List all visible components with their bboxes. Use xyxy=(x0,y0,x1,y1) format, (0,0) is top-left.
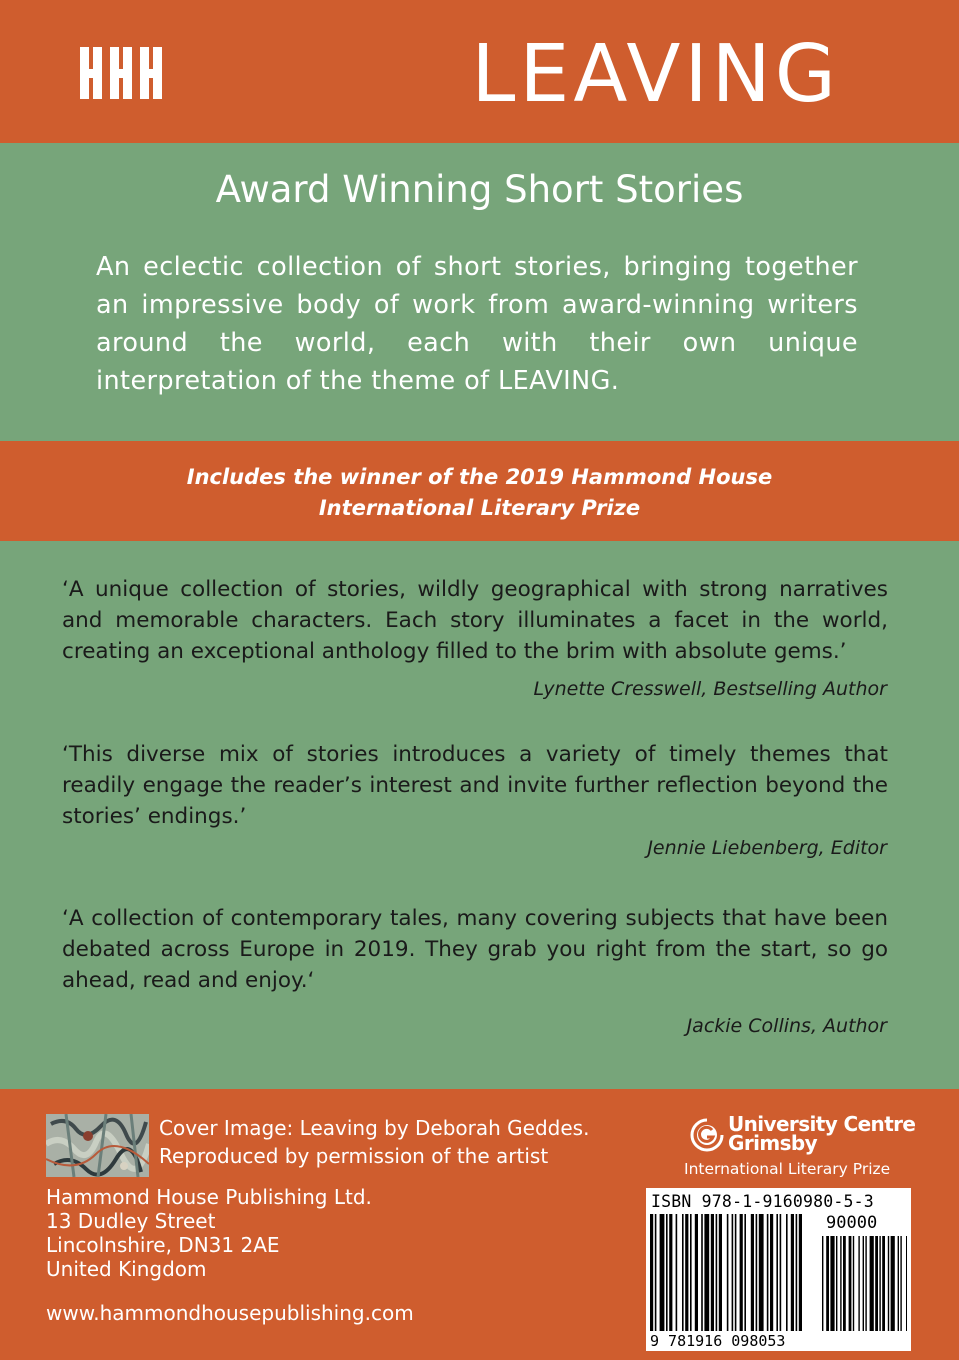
subtitle: Award Winning Short Stories xyxy=(215,168,744,211)
header-band xyxy=(0,0,959,143)
address-line: Lincolnshire, DN31 2AE xyxy=(46,1233,280,1257)
intro-section xyxy=(0,143,959,441)
blurb: An eclectic collection of short stories, bringing together an impressive body of work from award-winning writers around the world, each with their own unique interpretation of the theme of LEAVING. xyxy=(96,252,858,396)
reviews-section xyxy=(0,541,959,1089)
partner-name xyxy=(728,1112,916,1155)
cover-credit-line-2: Reproduced by permission of the artist xyxy=(159,1144,549,1168)
review-attribution: Lynette Cresswell, Bestselling Author xyxy=(533,678,887,700)
address-line: 13 Dudley Street xyxy=(46,1209,216,1233)
price-code: 90000 xyxy=(826,1213,878,1233)
review-quote: ‘This diverse mix of stories introduces a variety of timely themes that readily engage the reader’s interest and invite further reflection beyond the stories’ endings.’ xyxy=(62,742,888,829)
publisher-address xyxy=(46,1185,466,1281)
review-attribution: Jennie Liebenberg, Editor xyxy=(647,837,887,859)
university-logo-icon xyxy=(690,1118,724,1152)
partner-subtitle: International Literary Prize xyxy=(684,1160,891,1178)
review-attribution: Jackie Collins, Author xyxy=(686,1015,887,1037)
review-quote: ‘A collection of contemporary tales, many covering subjects that have been debated across Europe in 2019. They grab you right from the start, so go ahead, read and enjoy.‘ xyxy=(62,906,888,993)
ean-number: 9 781916 098053 xyxy=(650,1332,786,1350)
cover-image-thumbnail xyxy=(46,1114,149,1177)
isbn-text: ISBN 978-1-9160980-5-3 xyxy=(651,1192,874,1211)
cover-credit xyxy=(159,1114,639,1170)
cover-credit-line-1: Cover Image: Leaving by Deborah Geddes. xyxy=(159,1116,590,1140)
footer-band xyxy=(0,1089,959,1360)
winner-banner xyxy=(0,441,959,541)
address-line: United Kingdom xyxy=(46,1257,207,1281)
winner-line-1: Includes the winner of the 2019 Hammond House xyxy=(186,465,773,489)
barcode xyxy=(646,1188,911,1351)
review-quote: ‘A unique collection of stories, wildly geographical with strong narratives and memorable characters. Each story illuminates a facet in the world, creating an exceptional anthology filled to the brim with absolute gems.’ xyxy=(62,577,888,664)
website-link[interactable]: www.hammondhousepublishing.com xyxy=(46,1301,414,1325)
partner-name-line-1: University Centre xyxy=(728,1112,916,1136)
address-line: Hammond House Publishing Ltd. xyxy=(46,1185,372,1209)
winner-text xyxy=(0,462,959,524)
publisher-logo xyxy=(80,47,162,99)
partner-name-line-2: Grimsby xyxy=(728,1131,818,1155)
book-title: LEAVING xyxy=(471,28,840,120)
winner-line-2: International Literary Prize xyxy=(318,496,641,520)
